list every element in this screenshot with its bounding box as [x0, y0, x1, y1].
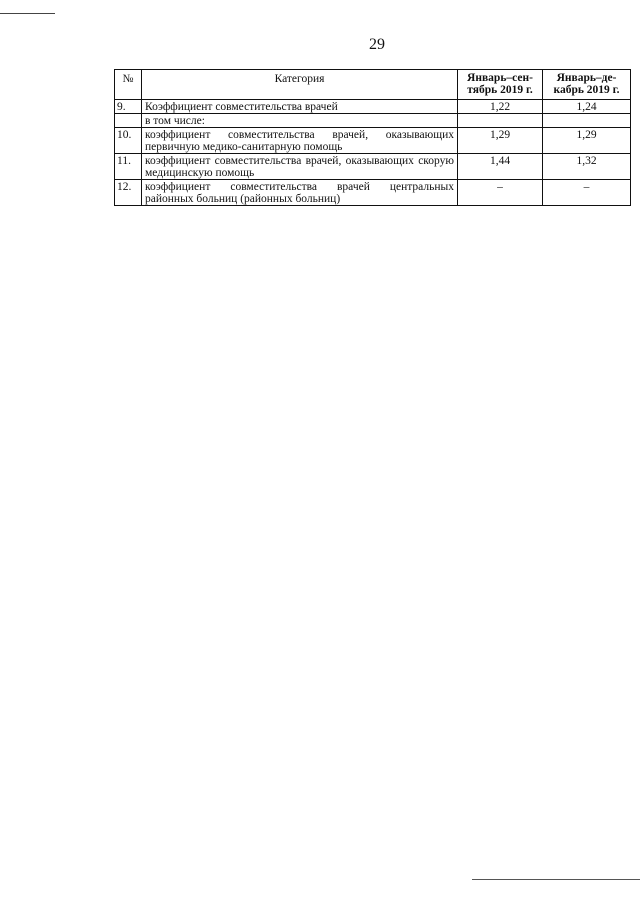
table-row [115, 100, 631, 114]
row-value-jan-sep: 1,22 [458, 100, 543, 114]
row-value-jan-dec: – [543, 180, 631, 206]
row-number: 11. [115, 154, 142, 180]
header-category: Категория [142, 70, 458, 100]
row-number: 12. [115, 180, 142, 206]
row-value-jan-sep: 1,29 [458, 128, 543, 154]
header-period-jan-dec-line2: кабрь 2019 г. [553, 84, 620, 96]
table-row [115, 180, 631, 206]
statistics-table [114, 69, 631, 206]
row-value-jan-dec: 1,24 [543, 100, 631, 114]
row-value-jan-dec [543, 114, 631, 128]
row-number [115, 114, 142, 128]
table-row [115, 154, 631, 180]
table-row [115, 128, 631, 154]
row-category: коэффициент совместительства врачей центральных районных больниц (районных больниц) [142, 180, 458, 206]
row-category: в том числе: [142, 114, 458, 128]
row-value-jan-sep [458, 114, 543, 128]
table-header-row [115, 70, 631, 100]
row-category: коэффициент совместительства врачей, оказывающих первичную медико-санитарную помощь [142, 128, 458, 154]
header-period-jan-dec [543, 70, 631, 100]
header-number: № [115, 70, 142, 100]
row-number: 10. [115, 128, 142, 154]
row-category: коэффициент совместительства врачей, оказывающих скорую медицинскую помощь [142, 154, 458, 180]
row-category: Коэффициент совместительства врачей [142, 100, 458, 114]
page-number: 29 [369, 36, 385, 53]
row-value-jan-sep: – [458, 180, 543, 206]
header-period-jan-sep-line2: тябрь 2019 г. [467, 84, 533, 96]
row-value-jan-dec: 1,29 [543, 128, 631, 154]
scan-edge-line-top [0, 13, 55, 14]
row-number: 9. [115, 100, 142, 114]
row-value-jan-dec: 1,32 [543, 154, 631, 180]
table-row [115, 114, 631, 128]
header-period-jan-sep-line1: Январь–сен- [467, 72, 533, 84]
header-period-jan-dec-line1: Январь–де- [556, 72, 617, 84]
footer-rule-line [472, 879, 640, 880]
header-period-jan-sep [458, 70, 543, 100]
row-value-jan-sep: 1,44 [458, 154, 543, 180]
